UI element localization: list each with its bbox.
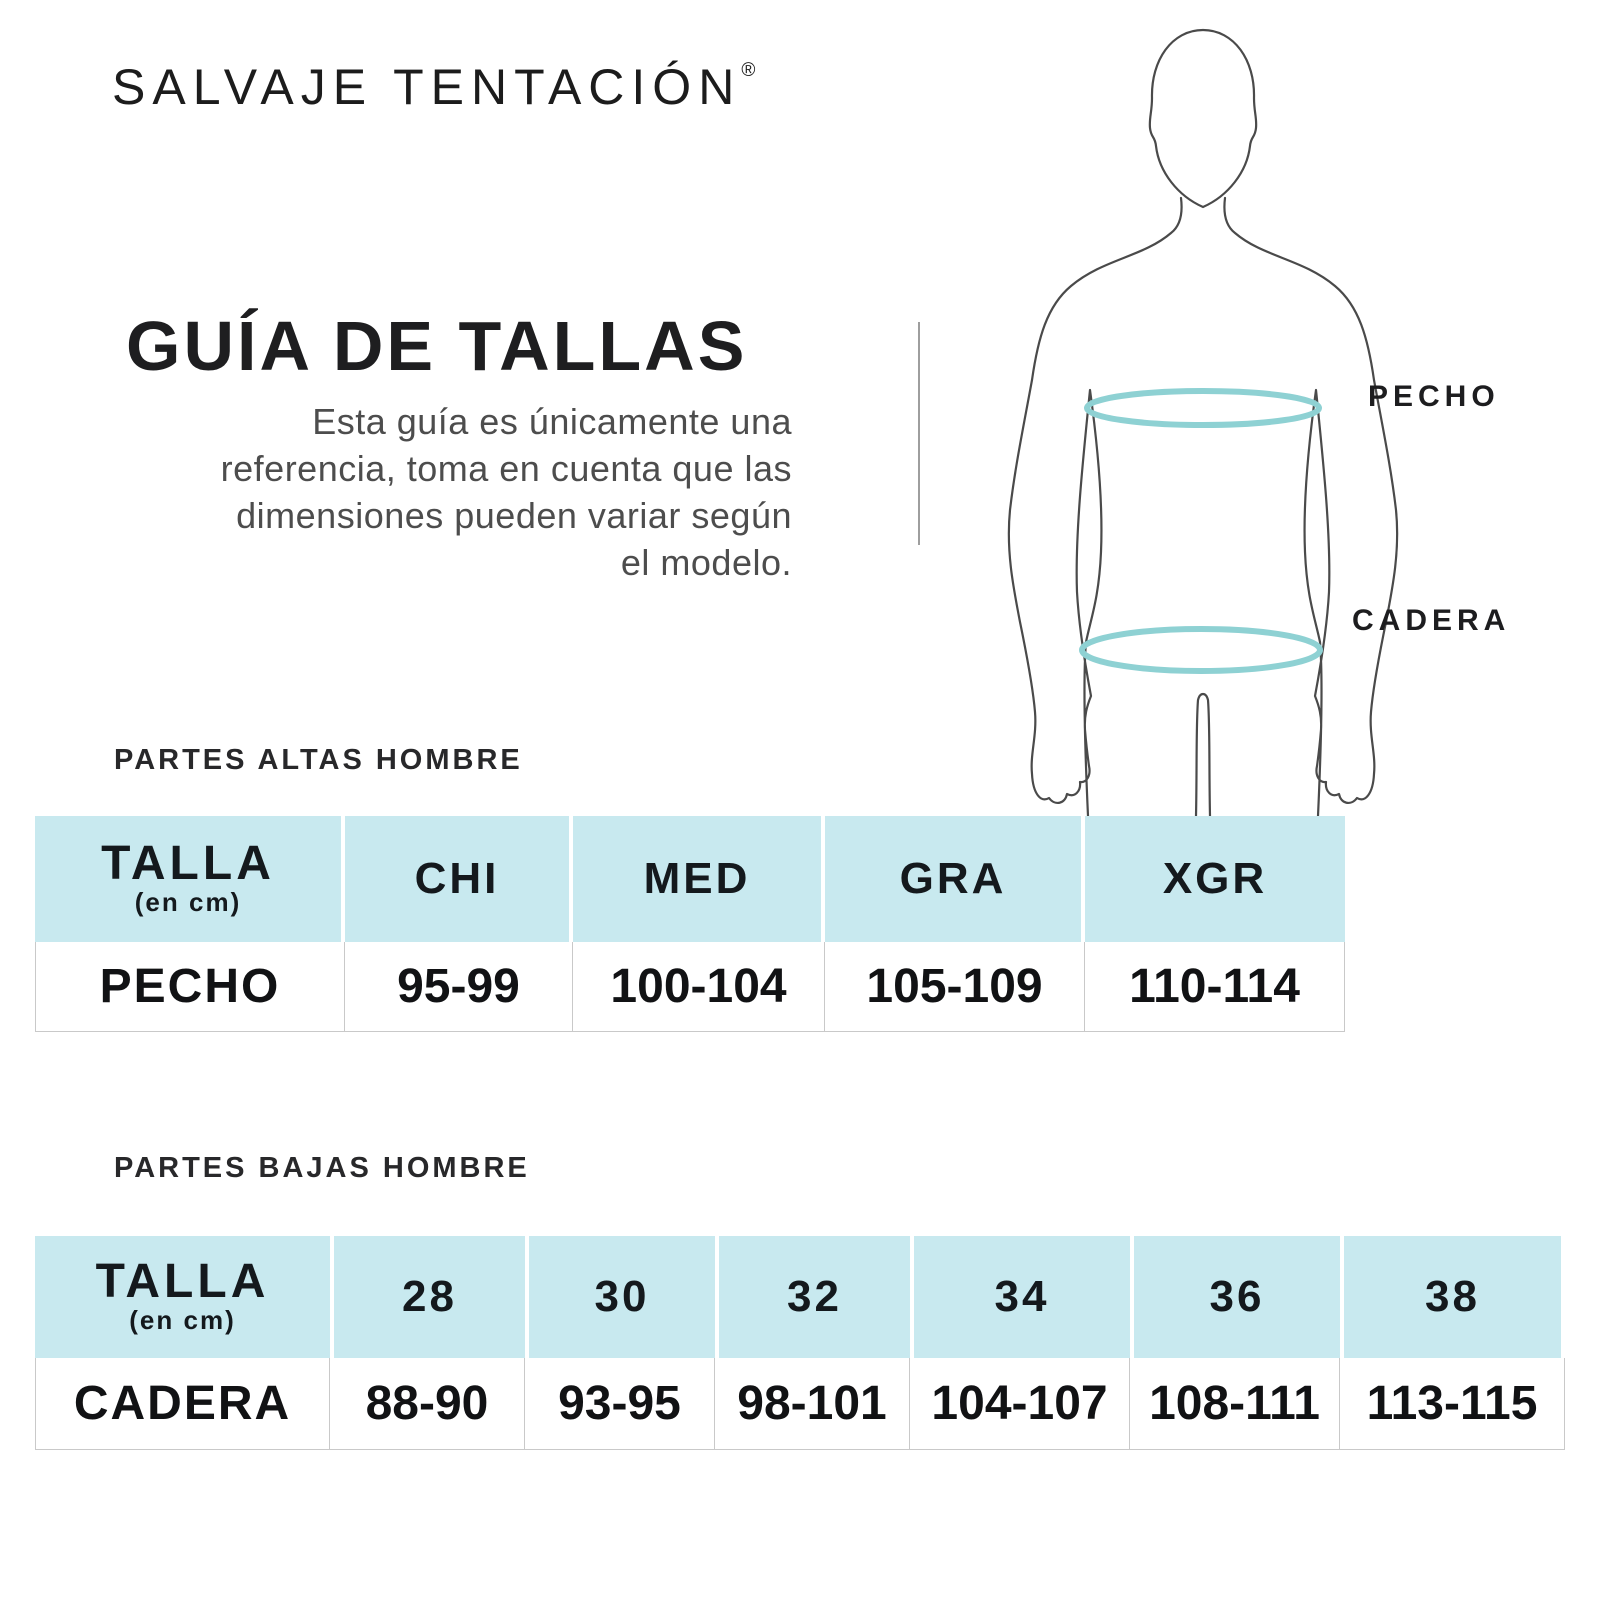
tops-header-size-cell — [345, 816, 569, 942]
size-label: 32 — [787, 1272, 842, 1321]
section-title-tops: PARTES ALTAS HOMBRE — [114, 744, 523, 776]
bottoms-size-table — [35, 1236, 1565, 1450]
bottoms-table-data-row — [35, 1358, 1565, 1450]
head-outline — [1150, 30, 1256, 207]
bottoms-header-size-cell — [1134, 1236, 1340, 1358]
size-label: MED — [643, 854, 751, 903]
bottoms-value-cell: 88-90 — [330, 1358, 525, 1450]
section-title-bottoms: PARTES BAJAS HOMBRE — [114, 1152, 530, 1184]
guide-description — [85, 398, 792, 586]
tops-row-label: PECHO — [35, 942, 345, 1032]
size-label: CHI — [414, 854, 500, 903]
talla-label: TALLA — [95, 1255, 270, 1308]
tops-table-data-row — [35, 942, 1345, 1032]
tops-value-cell: 110-114 — [1085, 942, 1345, 1032]
bottoms-row-label: CADERA — [35, 1358, 330, 1450]
tops-value-cell: 95-99 — [345, 942, 573, 1032]
brand-logo — [112, 58, 755, 116]
bottoms-header-size-cell — [334, 1236, 525, 1358]
bottoms-header-size-cell — [719, 1236, 910, 1358]
registered-trademark-symbol: ® — [741, 60, 756, 81]
chest-label: PECHO — [1368, 380, 1500, 413]
brand-name: SALVAJE TENTACIÓN — [112, 59, 742, 115]
page-title: GUÍA DE TALLAS — [126, 307, 748, 385]
tops-header-size-cell — [825, 816, 1081, 942]
description-line: el modelo. — [620, 542, 792, 583]
bottoms-header-size-cell — [529, 1236, 715, 1358]
talla-label: TALLA — [101, 837, 275, 890]
tops-value-cell: 100-104 — [573, 942, 825, 1032]
bottoms-header-size-cell — [914, 1236, 1130, 1358]
tops-value-cell: 105-109 — [825, 942, 1085, 1032]
size-label: 38 — [1425, 1272, 1480, 1321]
description-line: Esta guía es únicamente una — [312, 401, 792, 442]
body-outline-left — [1009, 198, 1182, 816]
bottoms-value-cell: 113-115 — [1340, 1358, 1565, 1450]
tops-table-header-row — [35, 816, 1345, 942]
description-line: referencia, toma en cuenta que las — [220, 448, 792, 489]
size-label: XGR — [1162, 854, 1268, 903]
tops-size-table — [35, 816, 1345, 1032]
description-line: dimensiones pueden variar según — [236, 495, 792, 536]
inner-leg-lines — [1196, 694, 1210, 816]
bottoms-value-cell: 108-111 — [1130, 1358, 1340, 1450]
hip-measure-line — [1082, 629, 1320, 671]
body-outline-right — [1224, 198, 1397, 816]
vertical-divider — [918, 322, 920, 545]
size-label: 30 — [594, 1272, 650, 1321]
chest-measure-line — [1087, 391, 1319, 425]
talla-unit-label: (en cm) — [134, 887, 242, 917]
tops-header-talla-cell — [35, 816, 341, 942]
bottoms-table-header-row — [35, 1236, 1565, 1358]
bottoms-value-cell: 93-95 — [525, 1358, 715, 1450]
tops-header-size-cell — [1085, 816, 1345, 942]
size-label: 28 — [402, 1272, 457, 1321]
bottoms-value-cell: 104-107 — [910, 1358, 1130, 1450]
bottoms-header-size-cell — [1344, 1236, 1561, 1358]
size-label: 36 — [1209, 1272, 1265, 1321]
size-label: GRA — [899, 854, 1007, 903]
bottoms-value-cell: 98-101 — [715, 1358, 910, 1450]
bottoms-header-talla-cell — [35, 1236, 330, 1358]
size-label: 34 — [994, 1272, 1050, 1321]
tops-header-size-cell — [573, 816, 821, 942]
talla-unit-label: (en cm) — [129, 1305, 236, 1335]
hip-label: CADERA — [1352, 604, 1511, 637]
